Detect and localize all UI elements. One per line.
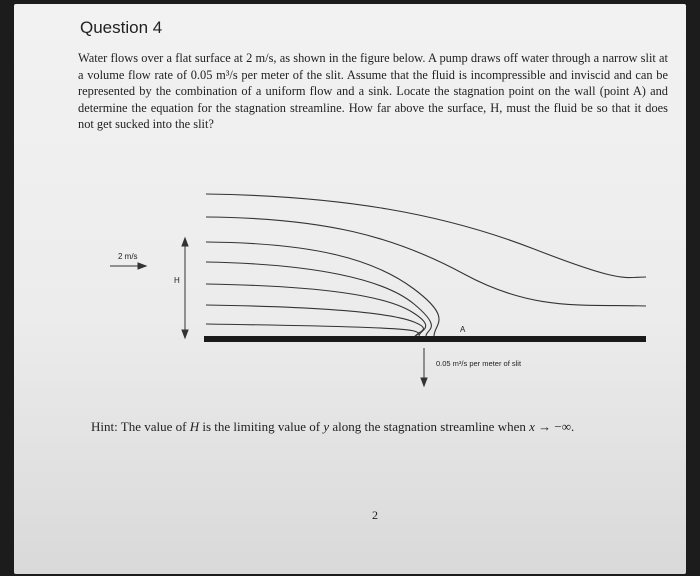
point-a-label: A: [460, 325, 466, 334]
streamline-5: [206, 305, 423, 336]
question-paragraph: Water flows over a flat surface at 2 m/s, as shown in the figure below. A pump draws off water through a narrow slit at a volume flow rate of 0.05 m³/s per meter of the slit. Assume that the fluid is incompressible and inviscid and can be represented by the combination of a uniform flow and a sink. Locate the stagnation point on the wall (point A) and determine the equation for the stagnation streamline. How far above the surface, H, must the fluid be so that it does not get sucked into the slit?: [78, 51, 668, 132]
hint-limit: −∞.: [554, 419, 575, 434]
hint-text-1: The value of: [120, 419, 187, 434]
streamline-stagnation: [206, 242, 439, 336]
hint-prefix: Hint:: [91, 419, 118, 434]
flow-figure: [14, 4, 686, 404]
streamline-4: [206, 284, 426, 336]
sink-arrow: [421, 348, 427, 386]
sink-label: 0.05 m³/s per meter of slit: [436, 359, 522, 368]
velocity-arrow: [110, 263, 146, 269]
hint-text-3: along the stagnation streamline when: [332, 419, 526, 434]
flat-surface-wall: [204, 336, 646, 342]
hint-text-2: is the limiting value of: [202, 419, 321, 434]
streamline-2: [206, 217, 646, 306]
streamline-6: [206, 324, 419, 336]
document-page: [14, 4, 686, 574]
hint-var-y: y: [323, 419, 330, 434]
hint-var-h: H: [189, 419, 200, 434]
height-dimension-arrow: [182, 238, 188, 338]
question-heading: Question 4: [80, 18, 163, 37]
hint-var-x: x: [529, 419, 535, 434]
velocity-label: 2 m/s: [118, 252, 138, 261]
height-label: H: [174, 276, 180, 285]
page-number: 2: [372, 508, 378, 522]
hint-arrow: →: [538, 419, 552, 434]
hint-line: [91, 419, 574, 435]
